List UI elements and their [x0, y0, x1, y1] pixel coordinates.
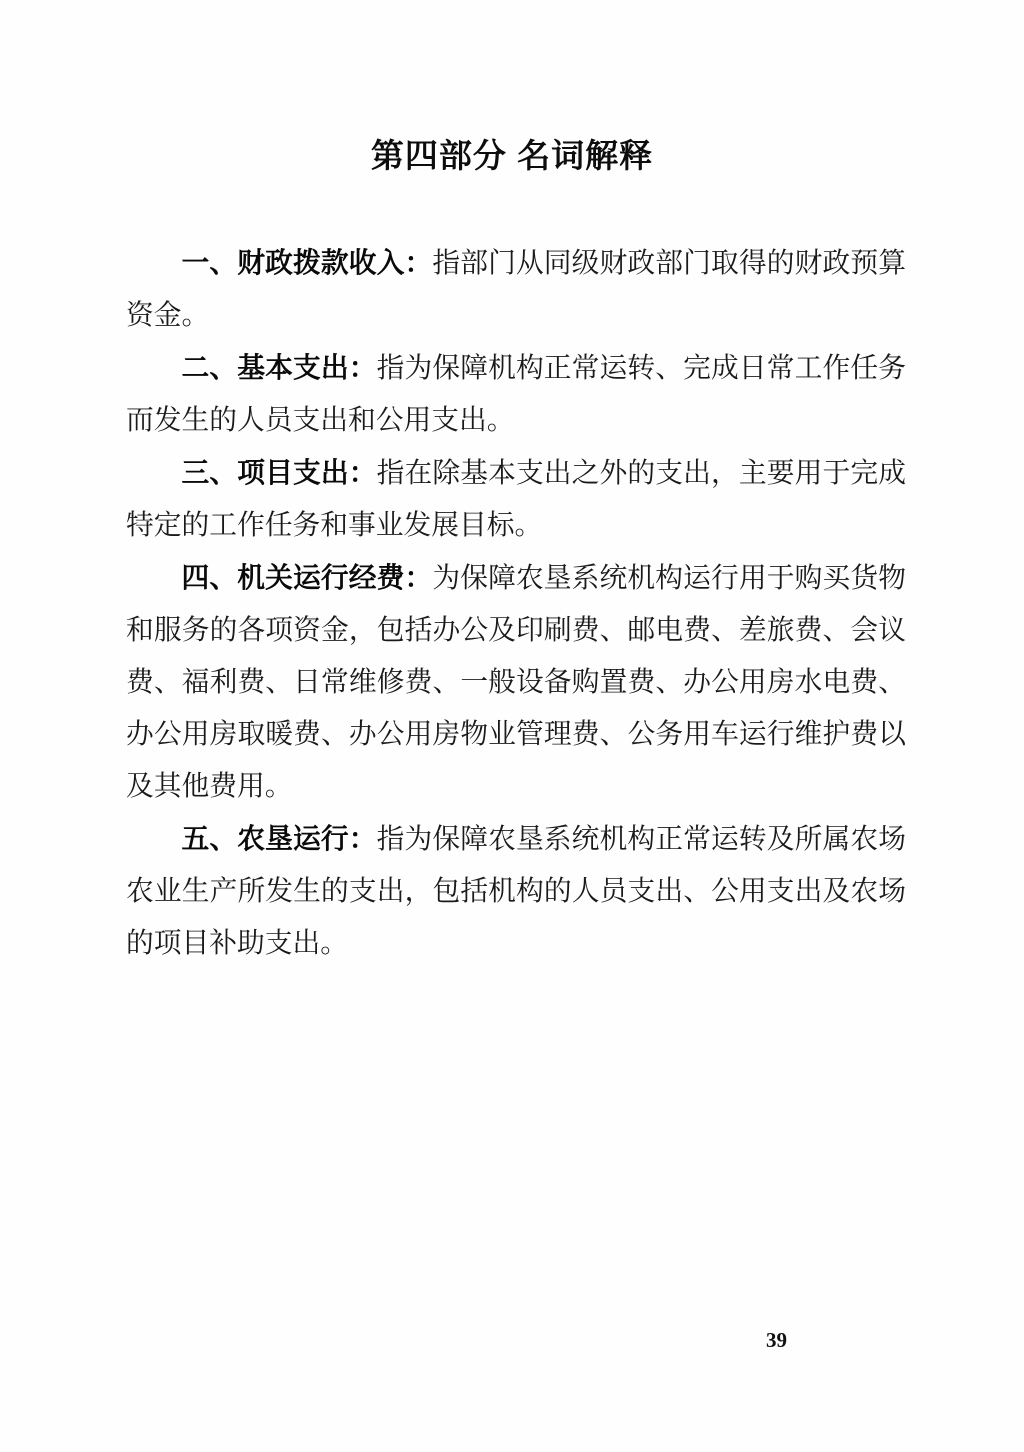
definition-body: 指为保障机构正常运转、完成日常工作任务而发生的人员支出和公用支出。 [126, 353, 906, 436]
definition-term: 五、农垦运行： [181, 823, 377, 854]
definition-body: 指为保障农垦系统机构正常运转及所属农场农业生产所发生的支出，包括机构的人员支出、公用支出及农场的项目补助支出。 [126, 824, 906, 959]
definition-term: 四、机关运行经费： [181, 562, 433, 593]
definition-body: 指在除基本支出之外的支出，主要用于完成特定的工作任务和事业发展目标。 [126, 458, 906, 541]
definition-body: 指部门从同级财政部门取得的财政预算资金。 [126, 248, 906, 331]
definition-paragraph [126, 342, 906, 447]
definition-body: 为保障农垦系统机构运行用于购买货物和服务的各项资金，包括办公及印刷费、邮电费、差旅费、会议费、福利费、日常维修费、一般设备购置费、办公用房水电费、办公用房取暖费、办公用房物业管理费、公务用车运行维护费以及其他费用。 [126, 563, 906, 802]
definition-paragraph [126, 813, 906, 970]
definition-term: 一、财政拨款收入： [181, 247, 433, 278]
definition-term: 二、基本支出： [181, 352, 377, 383]
definition-paragraph [126, 237, 906, 342]
definitions-list [126, 237, 906, 970]
definition-term: 三、项目支出： [181, 457, 377, 488]
definition-paragraph [126, 447, 906, 552]
page-number: 39 [766, 1328, 787, 1352]
definition-paragraph [126, 552, 906, 813]
page-title: 第四部分 名词解释 [370, 137, 654, 174]
